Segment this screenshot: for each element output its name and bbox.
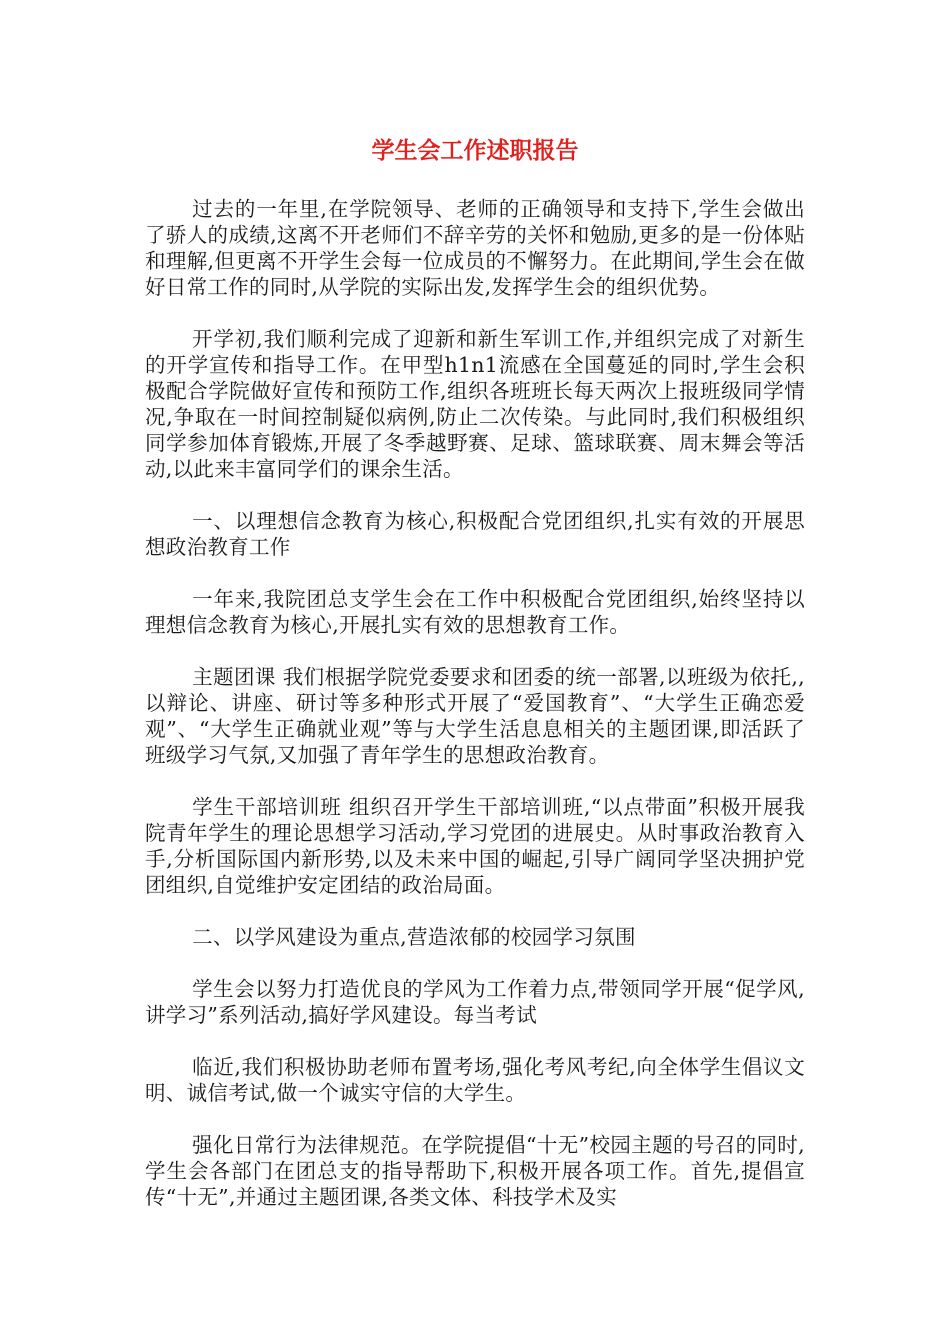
paragraph-cadre-training: 学生干部培训班 组织召开学生干部培训班,“以点带面”积极开展我院青年学生的理论思想学习活动,学习党团的进展史。从时事政治教育入手,分析国际国内新形势,以及未来中国的崛起,引导广阔同学坚决拥护党团组织,自觉维护安定团结的政治局面。 (145, 795, 805, 897)
document-body (145, 196, 805, 1236)
section-heading-1: 一、以理想信念教育为核心,积极配合党团组织,扎实有效的开展思想政治教育工作 (145, 509, 805, 559)
document-title: 学生会工作述职报告 (371, 138, 579, 164)
paragraph-ideology-education: 一年来,我院团总支学生会在工作中积极配合党团组织,始终坚持以理想信念教育为核心,开展扎实有效的思想教育工作。 (145, 587, 805, 637)
paragraph-theme-league-class: 主题团课 我们根据学院党委要求和团委的统一部署,以班级为依托,,以辩论、讲座、研讨等多种形式开展了“爱国教育”、“大学生正确恋爱观”、“大学生正确就业观”等与大学生活息息相关的主题团课,即活跃了班级学习气氛,又加强了青年学生的思想政治教育。 (145, 665, 805, 767)
paragraph-study-style: 学生会以努力打造优良的学风为工作着力点,带领同学开展“促学风,讲学习”系列活动,搞好学风建设。每当考试 (145, 977, 805, 1027)
paragraph-intro: 过去的一年里,在学院领导、老师的正确领导和支持下,学生会做出了骄人的成绩,这离不开老师们不辞辛劳的关怀和勉励,更多的是一份体贴和理解,但更离不开学生会每一位成员的不懈努力。在此期间,学生会在做好日常工作的同时,从学院的实际出发,发挥学生会的组织优势。 (145, 197, 805, 299)
paragraph-exam-integrity: 临近,我们积极协助老师布置考场,强化考风考纪,向全体学生倡议文明、诚信考试,做一个诚实守信的大学生。 (145, 1055, 805, 1105)
paragraph-daily-conduct: 强化日常行为法律规范。在学院提倡“十无”校园主题的号召的同时,学生会各部门在团总支的指导帮助下,积极开展各项工作。首先,提倡宣传“十无”,并通过主题团课,各类文体、科技学术及实 (145, 1133, 805, 1209)
paragraph-semester-start: 开学初,我们顺利完成了迎新和新生军训工作,并组织完成了对新生的开学宣传和指导工作。在甲型h1n1流感在全国蔓延的同时,学生会积极配合学院做好宣传和预防工作,组织各班班长每天两次上报班级同学情况,争取在一时间控制疑似病例,防止二次传染。与此同时,我们积极组织同学参加体育锻炼,开展了冬季越野赛、足球、篮球联赛、周末舞会等活动,以此来丰富同学们的课余生活。 (145, 327, 805, 481)
section-heading-2: 二、以学风建设为重点,营造浓郁的校园学习氛围 (192, 925, 636, 949)
